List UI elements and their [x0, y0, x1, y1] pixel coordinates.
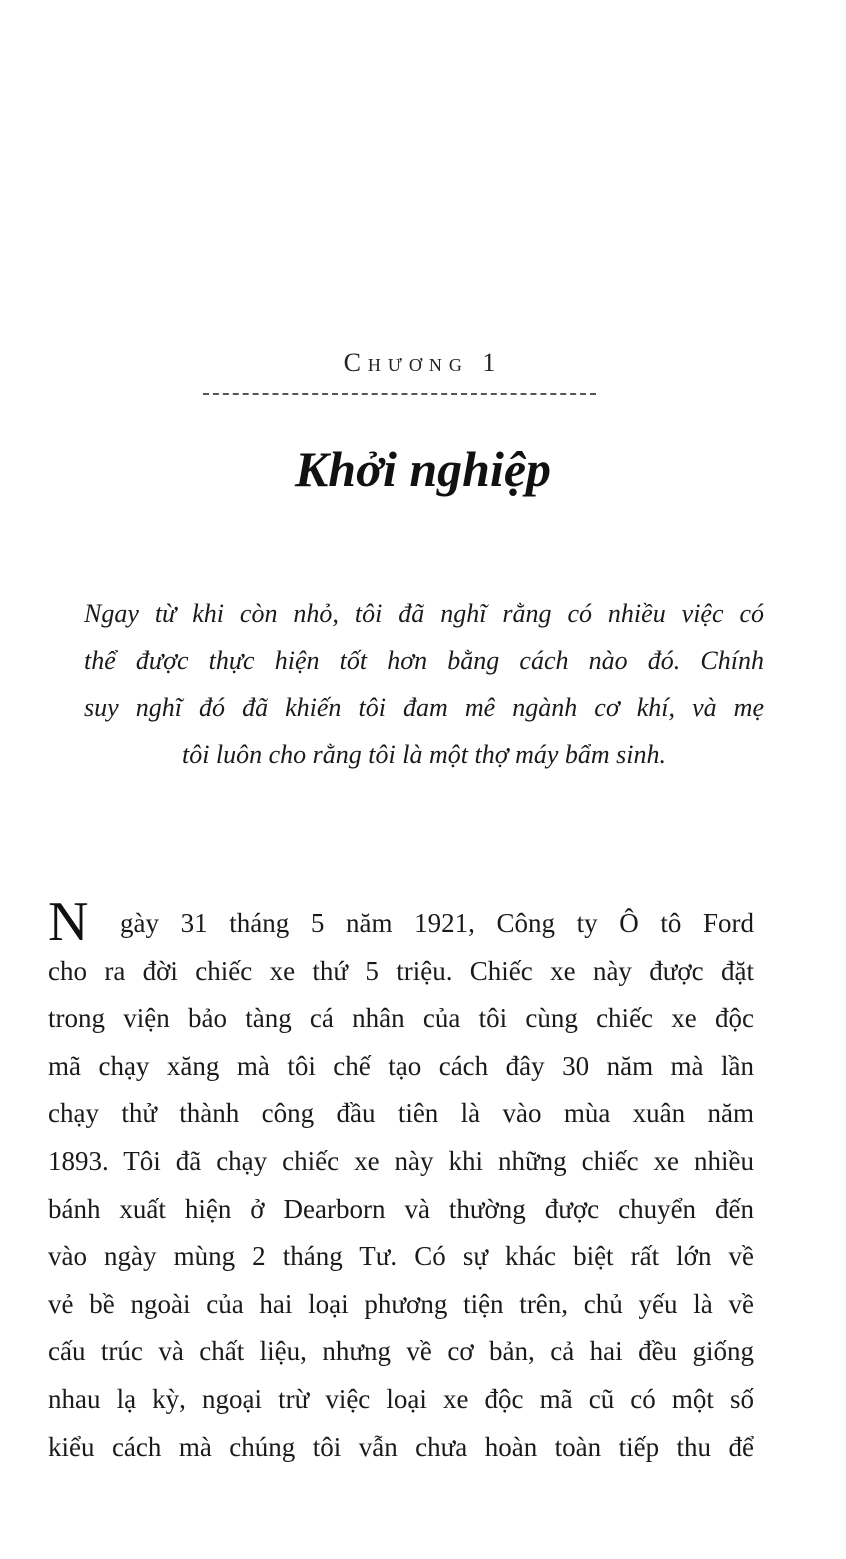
- epigraph-line: Ngay từ khi còn nhỏ, tôi đã nghĩ rằng có nhiều việc có: [84, 599, 764, 628]
- body-line: trong viện bảo tàng cá nhân của tôi cùng chiếc xe độc: [48, 1003, 754, 1034]
- chapter-title: Khởi nghiệp: [294, 441, 552, 497]
- chapter-label: Chương 1: [343, 348, 503, 377]
- body-line: mã chạy xăng mà tôi chế tạo cách đây 30 năm mà lần: [48, 1050, 754, 1081]
- first-line-text: gày 31 tháng 5 năm 1921, Công ty Ô tô Ford: [120, 908, 754, 938]
- body-line: nhau lạ kỳ, ngoại trừ việc loại xe độc mã cũ có một số: [48, 1383, 754, 1414]
- epigraph-line: suy nghĩ đó đã khiến tôi đam mê ngành cơ khí, và mẹ: [84, 693, 764, 722]
- body-line: bánh xuất hiện ở Dearborn và thường được chuyển đến: [48, 1193, 754, 1224]
- epigraph: [84, 590, 764, 778]
- epigraph-line: thể được thực hiện tốt hơn bằng cách nào đó. Chính: [84, 646, 764, 675]
- body-line: chạy thử thành công đầu tiên là vào mùa xuân năm: [48, 1098, 754, 1129]
- body-line: kiểu cách mà chúng tôi vẫn chưa hoàn toàn tiếp thu để: [48, 1431, 754, 1462]
- drop-cap: N: [48, 891, 89, 953]
- body-text: [48, 891, 754, 1471]
- body-line: vẻ bề ngoài của hai loại phương tiện trên, chủ yếu là về: [48, 1288, 754, 1319]
- first-line: [48, 891, 754, 953]
- body-line: cho ra đời chiếc xe thứ 5 triệu. Chiếc xe này được đặt: [48, 955, 754, 986]
- chapter-divider: [203, 393, 596, 395]
- body-line: 1893. Tôi đã chạy chiếc xe này khi những chiếc xe nhiều: [48, 1145, 754, 1176]
- body-line: vào ngày mùng 2 tháng Tư. Có sự khác biệt rất lớn về: [48, 1241, 754, 1272]
- epigraph-line: tôi luôn cho rằng tôi là một thợ máy bẩm sinh.: [181, 740, 667, 769]
- body-line: cấu trúc và chất liệu, nhưng về cơ bản, cả hai đều giống: [48, 1336, 754, 1367]
